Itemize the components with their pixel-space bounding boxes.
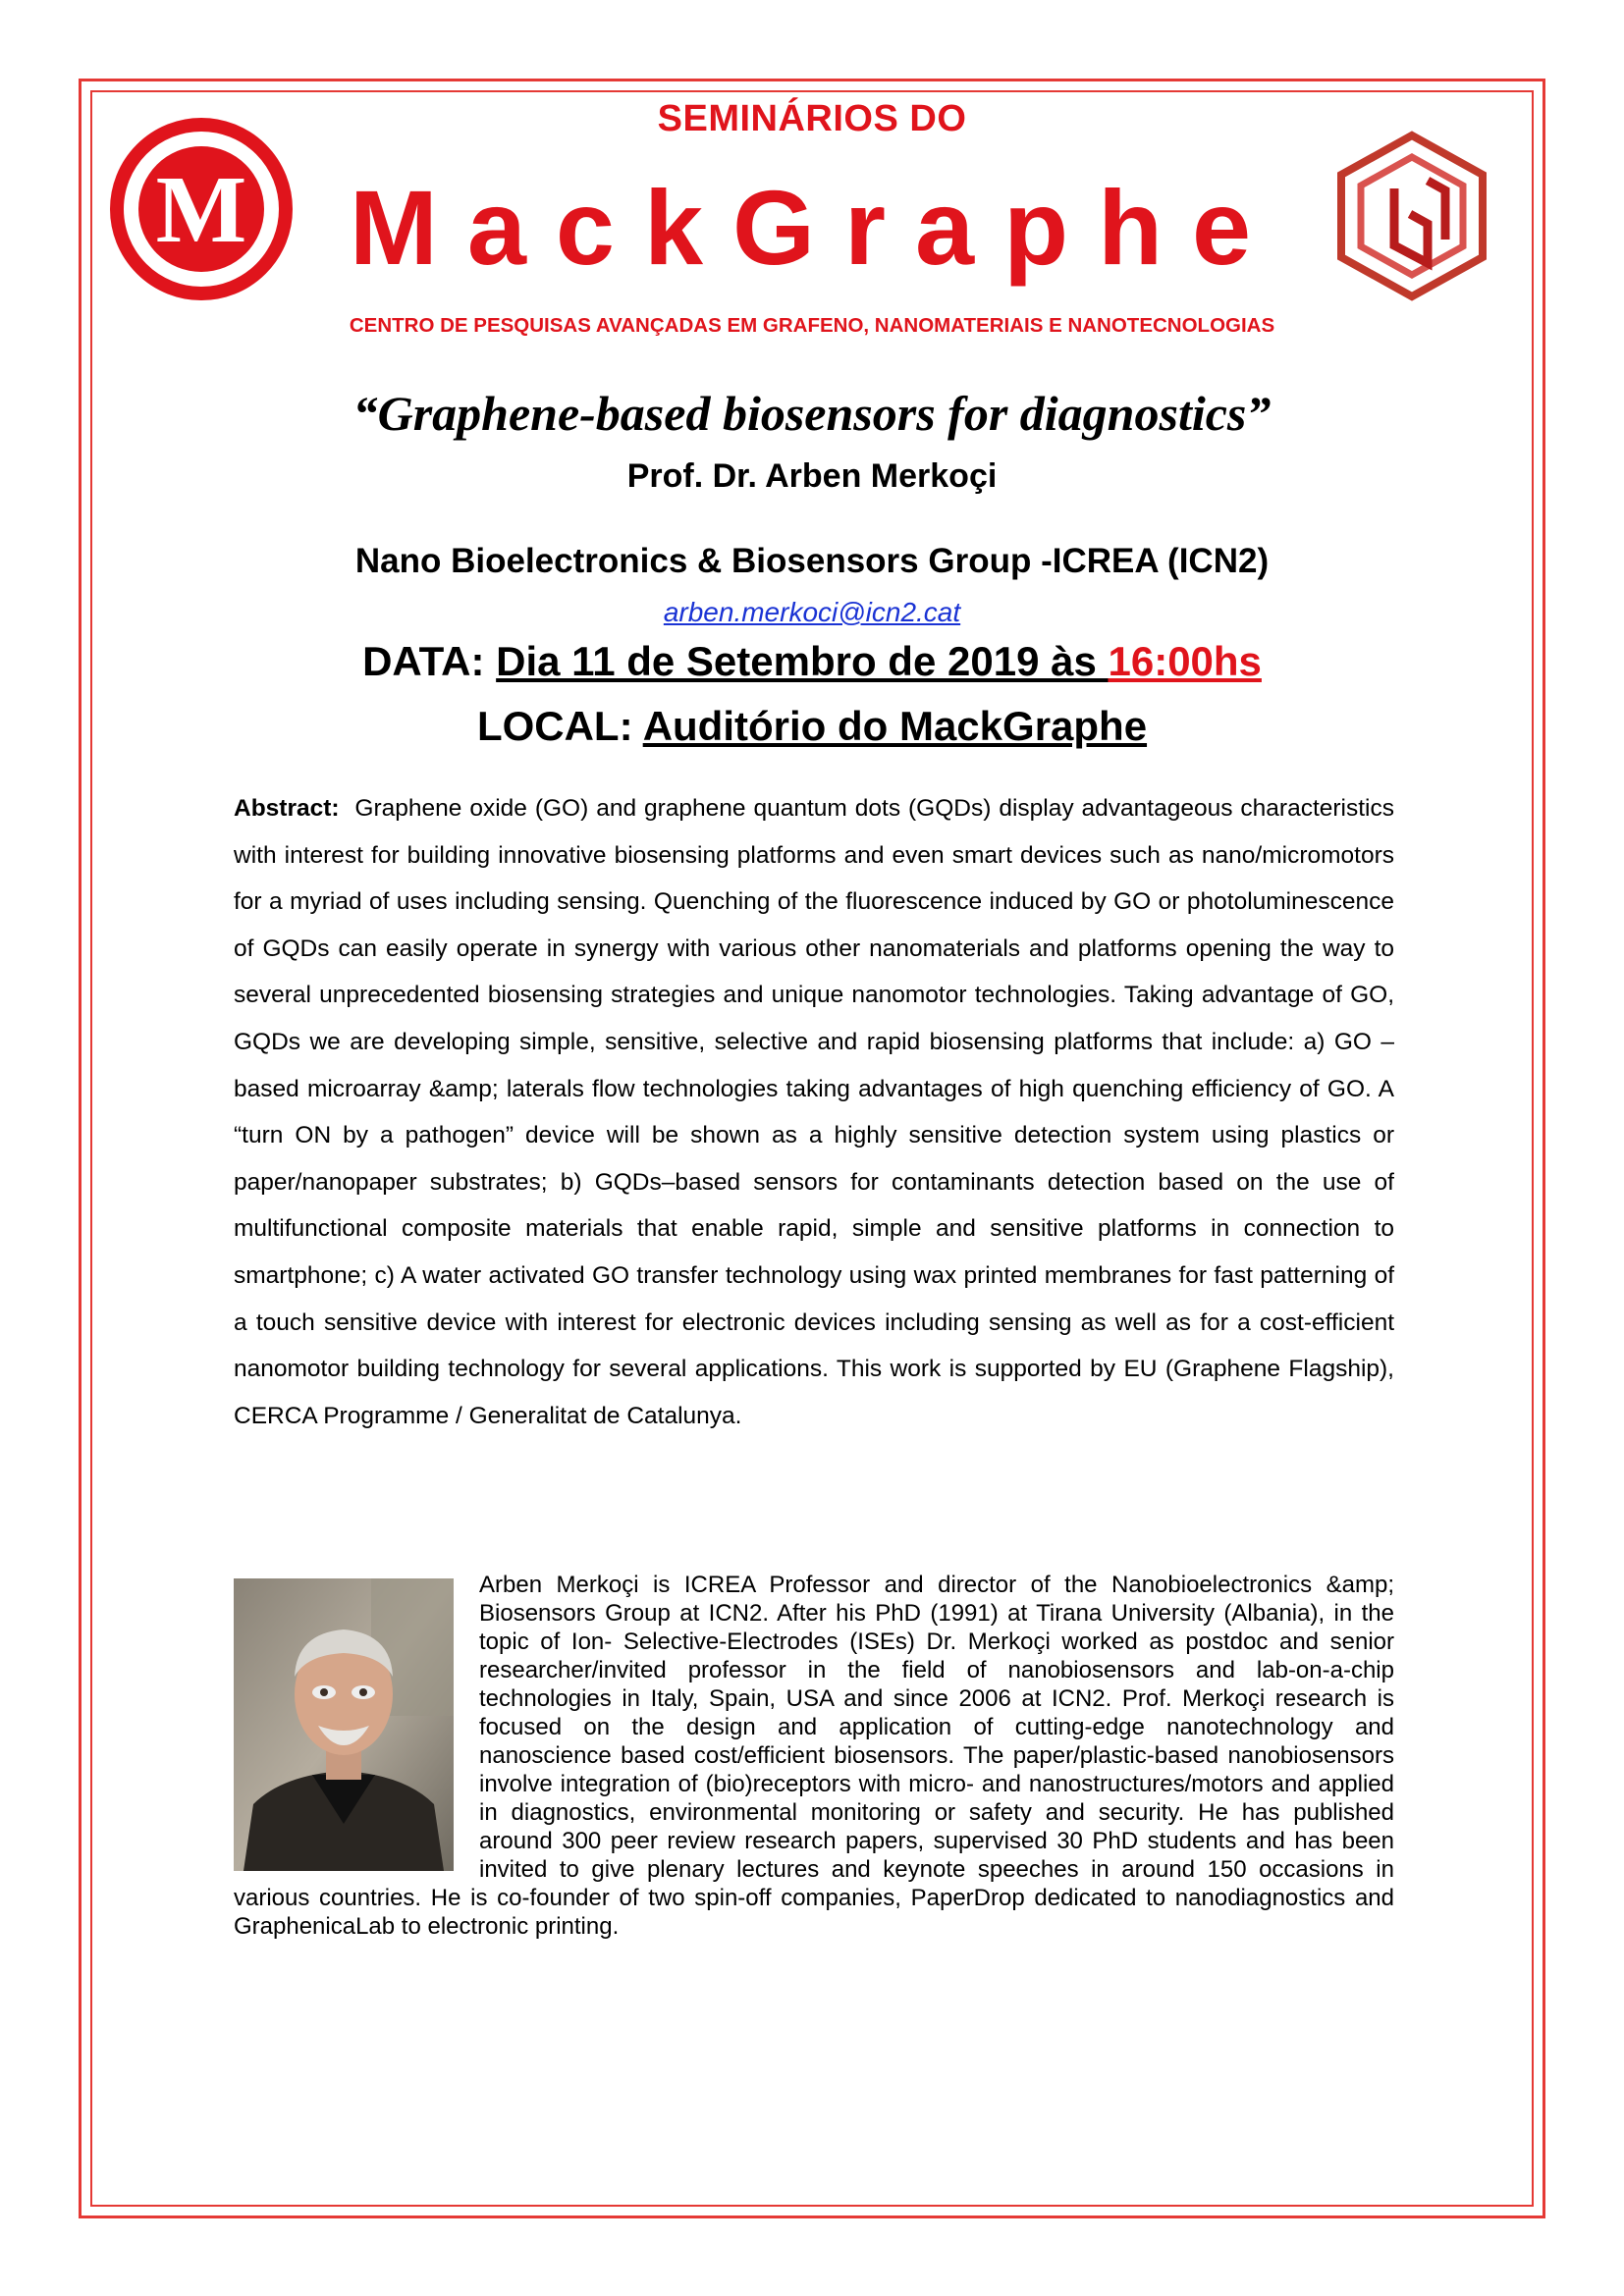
bio-text: Arben Merkoçi is ICREA Professor and director of the Nanobioelectronics &amp; Biosensors Group at ICN2. After his PhD (1991) at Tirana University (Albania), in the topic of Ion- Selective-Electrodes (ISEs) Dr. Merkoçi worked as postdoc and senior researcher/invited professor in the field of nanobiosensors and lab-on-a-chip technologies in Italy, Spain, USA and since 2006 at ICN2. Prof. Merkoçi research is focused on the design and application of cutting-edge nanotechnology and nanoscience based cost/efficient biosensors. The paper/plastic-based nanobiosensors involve integration of (bio)receptors with micro- and nanostructures/motors and applied in diagnostics, environmental monitoring or safety and security. He has published around 300 peer review research papers, supervised 30 PhD students and has been invited to give plenary lectures and keynote speeches in around 150 occasions in various countries. He is co-founder of two spin-off companies, PaperDrop dedicated to nanodiagnostics and GraphenicaLab to electronic printing. bbox=[234, 1572, 1394, 1940]
speaker-name: Prof. Dr. Arben Merkoçi bbox=[626, 457, 998, 495]
seminar-series-label: SEMINÁRIOS DO bbox=[657, 98, 967, 139]
time-value: 16:00hs bbox=[1108, 638, 1262, 684]
date-label: DATA: bbox=[362, 638, 497, 684]
abstract-label: Abstract: bbox=[234, 795, 340, 822]
abstract-text: Graphene oxide (GO) and graphene quantum dots (GQDs) display advantageous characteristics with interest for building innovative biosensing platforms and even smart devices such as nano/micromotors for a myriad of uses including sensing. Quenching of the fluorescence induced by GO or photoluminescence of GQDs can easily operate in synergy with various other nanomaterials and platforms opening the way to several unprecedented biosensing strategies and unique nanomotor technologies. Taking advantage of GO, GQDs we are developing simple, sensitive, selective and rapid biosensing platforms that include: a) GO –based microarray &amp; laterals flow technologies taking advantages of high quenching efficiency of GO. A “turn ON by a pathogen” device will be shown as a highly sensitive detection system using plastics or paper/nanopaper substrates; b) GQDs–based sensors for contaminants detection based on the use of multifunctional composite materials that enable rapid, simple and sensitive platforms in connection to smartphone; c) A water activated GO transfer technology using wax printed membranes for fast patterning of a touch sensitive device with interest for electronic devices including sensing as well as for a cost-efficient nanomotor building technology for several applications. This work is supported by EU (Graphene Flagship), CERCA Programme / Generalitat de Catalunya. bbox=[234, 795, 1394, 1429]
mackgraphe-hexagon-logo-icon bbox=[1326, 130, 1498, 302]
abstract-paragraph bbox=[234, 785, 1394, 1439]
brand-name: MackGraphe bbox=[349, 168, 1281, 287]
speaker-email-link[interactable]: arben.merkoci@icn2.cat bbox=[663, 597, 961, 627]
event-date bbox=[0, 638, 1624, 685]
mackenzie-m-logo-icon bbox=[108, 116, 295, 302]
talk-title: “Graphene-based biosensors for diagnostics” bbox=[352, 386, 1272, 441]
center-subtitle: CENTRO DE PESQUISAS AVANÇADAS EM GRAFENO, NANOMATERIAIS E NANOTECNOLOGIAS bbox=[349, 314, 1275, 337]
svg-text:M: M bbox=[155, 157, 247, 263]
photo-spacer bbox=[234, 1571, 479, 1870]
speaker-bio bbox=[234, 1571, 1394, 1941]
place-label: LOCAL: bbox=[476, 703, 643, 749]
date-value: Dia 11 de Setembro de 2019 às bbox=[496, 638, 1109, 684]
speaker-group: Nano Bioelectronics & Biosensors Group -ICREA (ICN2) bbox=[354, 542, 1270, 580]
place-value: Auditório do MackGraphe bbox=[642, 703, 1148, 749]
event-place bbox=[0, 703, 1624, 750]
